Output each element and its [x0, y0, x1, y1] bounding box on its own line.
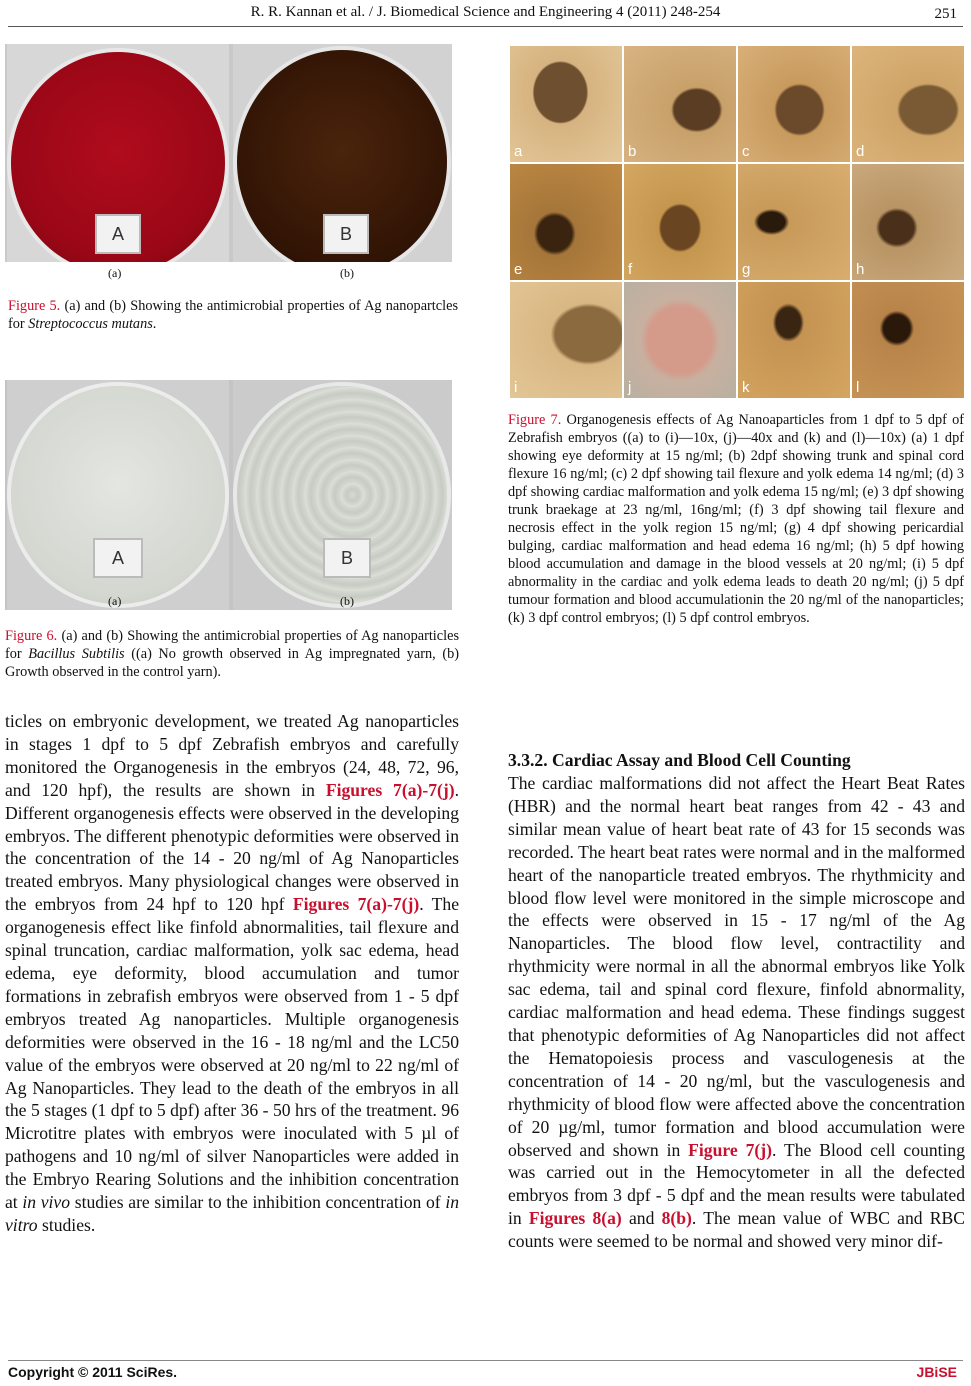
panel-g: g: [738, 164, 850, 280]
figure-5-sublabel-b: (b): [340, 266, 354, 280]
petri-dish-a: [7, 44, 229, 282]
right-column-paragraph: The cardiac malformations did not affect the Heart Beat Rates (HBR) and the normal heart beat ranges from 42 - 43 and similar mean value of heart beat rate of 43 for 15 seconds was recorded. The heart beat rates were normal and in the malformed heart of the nanoparticle treated embryos. The rhythmicity and blood flow level were monitored in the simple microscope and the effects were observed in 15 - 17 ng/ml of the Ag Nanoparticles. The blood flow level, contractility and rhythmicity were normal in all the abnormal embryos like Yolk sac edema, tail and spinal cord flexure, finfold abnormality, cardiac malformation and head edema. These findings suggest that phenotypic deformities of Ag Nanoparticles did not affect the Hematopoiesis process and vasculogenesis at the concentration of 14 - 20 ng/ml, but the vasculogenesis and rhythmicity of blood flow were affected above the concentration of 20 µg/ml, tumor formation and blood accumulation were observed and shown in Figure 7(j). The Blood cell counting was carried out in the Hemocytometer in all the defected embryos from 3 dpf - 5 dpf and the mean results were tabulated in Figures 8(a) and 8(b). The mean value of WBC and RBC counts were seemed to be normal and showed very minor dif-: [508, 773, 965, 1252]
panel-l: l: [852, 282, 964, 398]
footer-rule: [8, 1360, 963, 1361]
panel-f: f: [624, 164, 736, 280]
figure-7-reference[interactable]: Figures 7(a)-7(j): [292, 894, 420, 915]
figure-6-sublabel-a: (a): [108, 594, 122, 608]
panel-d: d: [852, 46, 964, 162]
dish-b-label: B: [323, 538, 371, 578]
panel-c: c: [738, 46, 850, 162]
running-header: R. R. Kannan et al. / J. Biomedical Science and Engineering 4 (2011) 248-254: [250, 4, 721, 20]
header-rule: [8, 26, 963, 27]
figure-5-caption: Figure 5. (a) and (b) Showing the antimicrobial properties of Ag nanopartcles for Streptococcus mutans.: [8, 298, 459, 332]
figure-7-reference[interactable]: Figures 7(a)-7(j): [325, 779, 455, 800]
left-column-paragraph: ticles on embryonic development, we treated Ag nanoparticles in stages 1 dpf to 5 dpf Zebrafish embryos and carefully monitored the Organogenesis in the embryos (24, 48, 72, 96, and 120 hpf), the results are shown in Figures 7(a)-7(j). Different organogenesis effects were observed in the developing embryos. The different phenotypic deformities were observed in the concentration of the 14 - 20 ng/ml of Ag Nanoparticles treated embryos. Many physiological changes were observed in the embryos from 24 hpf to 120 hpf Figures 7(a)-7(j). The organogenesis effect like finfold abnormalities, tail flexure and spinal truncation, cardiac malformation, yolk sac edema, head edema, eye deformity, blood accumulation and tumor formations in zebrafish embryos were observed from 1 - 5 dpf embryos treated Ag nanoparticles. Multiple organogenesis deformities were observed in the 16 - 18 ng/ml and the LC50 value of the embryos were observed at 20 ng/ml to 22 ng/ml of Ag Nanoparticles. They lead to the death of the embryos in all the 5 stages (1 dpf to 5 dpf) after 36 - 50 hrs of the treatment. 96 Microtitre plates with embryos were inoculated with 5 µl of pathogens and 10 ng/ml of silver Nanoparticles were added in the Embryo Rearing Solutions and the inhibition concentration at in vivo studies are similar to the inhibition concentration of in vitro studies.: [5, 711, 459, 1235]
page-number: 251: [934, 6, 957, 22]
figure-8b-reference[interactable]: 8(b): [661, 1208, 692, 1229]
dish-b-label: B: [323, 214, 369, 254]
section-heading: 3.3.2. Cardiac Assay and Blood Cell Counting: [508, 750, 851, 770]
panel-e: e: [510, 164, 622, 280]
panel-j: j: [624, 282, 736, 398]
figure-5-caption-label: Figure 5.: [8, 298, 61, 314]
figure-6-image: [5, 380, 452, 610]
dish-a-label: A: [93, 538, 143, 578]
figure-7j-reference[interactable]: Figure 7(j): [688, 1139, 772, 1160]
figure-8a-reference[interactable]: Figures 8(a): [528, 1208, 622, 1229]
figure-6-caption: Figure 6. (a) and (b) Showing the antimicrobial properties of Ag nanoparticles for Bacillus Subtilis ((a) No growth observed in Ag impregnated yarn, (b) Growth observed in the control yarn).: [5, 628, 460, 680]
figure-6-caption-label: Figure 6.: [5, 628, 58, 644]
petri-dish-a: [7, 380, 229, 610]
panel-i: i: [510, 282, 622, 398]
petri-dish-b: [233, 44, 452, 282]
panel-b: b: [624, 46, 736, 162]
petri-dish-b: [233, 380, 452, 610]
figure-5-image: [5, 44, 452, 282]
figure-7-caption-label: Figure 7.: [508, 412, 562, 428]
figure-5-label-strip: [5, 262, 452, 282]
figure-7-image-grid: [510, 46, 964, 398]
figure-6-sublabel-b: (b): [340, 594, 354, 608]
footer-journal: JBiSE: [916, 1364, 957, 1380]
dish-a-label: A: [95, 214, 141, 254]
figure-5-sublabel-a: (a): [108, 266, 122, 280]
panel-h: h: [852, 164, 964, 280]
panel-k: k: [738, 282, 850, 398]
figure-7-caption: Figure 7. Organogenesis effects of Ag Nanoaparticles from 1 dpf to 5 dpf of Zebrafish embryos ((a) to (i)—10x, (j)—40x and (k) and (l)—10x) (a) 1 dpf showing eye deformity at 15 ng/ml; (b) 2dpf showing trunk and spinal cord flexure 16 ng/ml; (c) 2 dpf showing tail flexure and yolk edema 14 ng/ml; (d) 3 dpf showing cardiac malformation and yolk edema 15 ng/ml; (e) 3 dpf showing trunk braekage at 23 ng/ml, 16ng/ml; (f) 3 dpf showing tail flexure and necrosis effect in the yolk region 15 ng/ml; (g) 4 dpf showing pericardial bulging, cardiac malformation and head edema 16 ng/ml; (h) 5 dpf howing blood accumulation and damage in the blood vessels at 20 ng/ml; (i) 5 dpf abnormality in the cardiac and yolk edema leads to death 20 ng/ml; (j) 5 dpf tumour formation and blood accumulationin the 20 ng/ml of the nanoparticles; (k) 3 dpf control embryos; (l) 5 dpf control embryos.: [508, 412, 965, 626]
panel-a: a: [510, 46, 622, 162]
footer-copyright: Copyright © 2011 SciRes.: [8, 1364, 178, 1380]
